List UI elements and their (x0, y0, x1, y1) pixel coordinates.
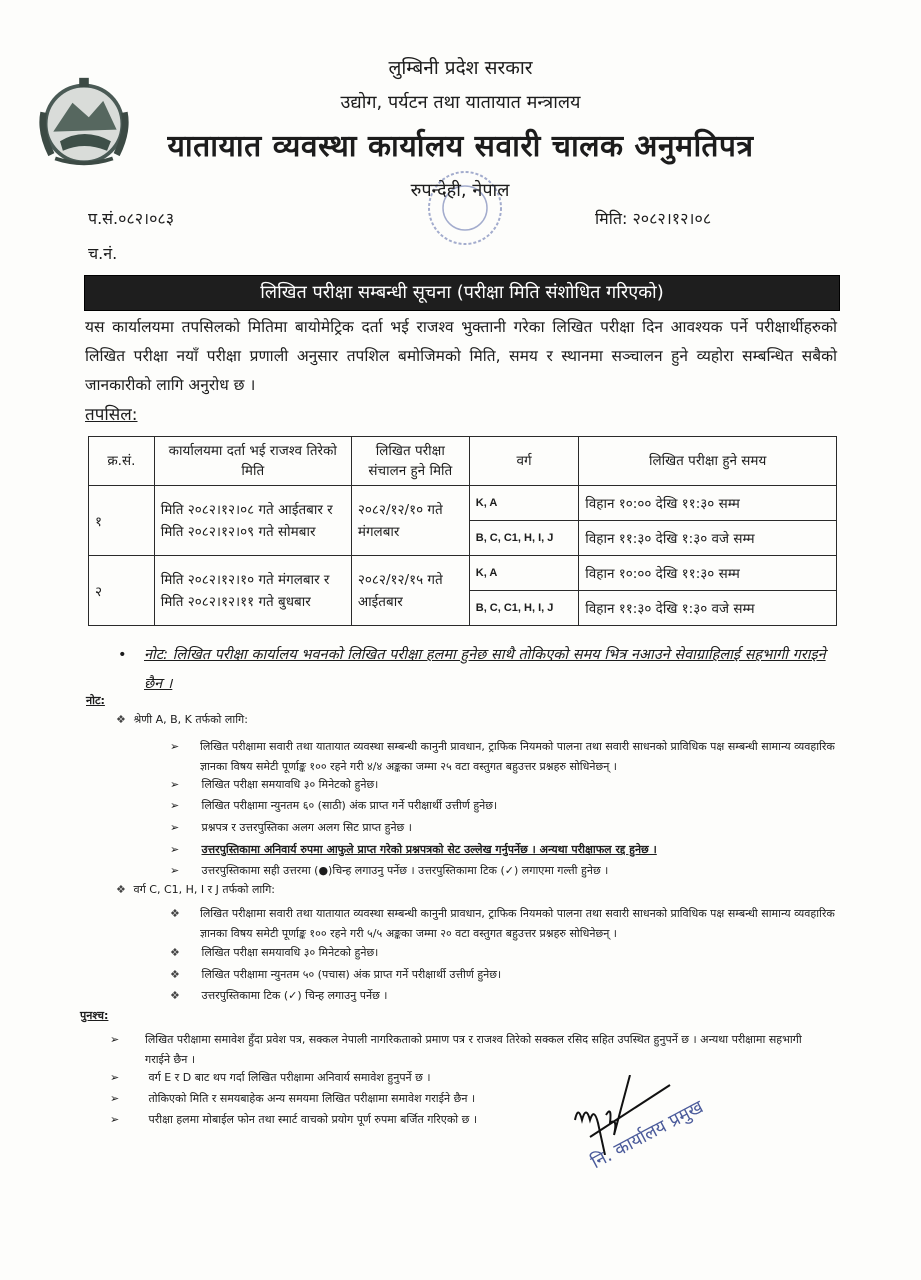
list-item-text: प्रश्नपत्र र उत्तरपुस्तिका अलग अलग सिट प्राप्त हुनेछ । (201, 821, 412, 834)
list-item (170, 737, 835, 777)
arrow-bullet-icon: ➢ (170, 799, 180, 812)
diamond-bullet-icon: ❖ (116, 883, 126, 896)
header-serial: क्र.सं. (89, 437, 155, 486)
list-item (170, 986, 387, 1006)
arrow-bullet-icon: ➢ (170, 740, 180, 753)
postscript-label: पुनश्च: (80, 1009, 109, 1022)
list-item-text: उत्तरपुस्तिकामा सही उत्तरमा (●)चिन्ह लगाउनु पर्नेछ । उत्तरपुस्तिकामा टिक (✓) लगाएमा गल्ती हुनेछ । (201, 864, 609, 877)
office-location: रुपन्देही, नेपाल (410, 180, 510, 201)
signatory-title: नि. कार्यालय प्रमुख (587, 1096, 707, 1174)
section-title-text: वर्ग C, C1, H, I र J तर्फको लागि: (133, 883, 275, 896)
serial-cell: २ (89, 556, 155, 626)
list-item-text: लिखित परीक्षामा समावेश हुँदा प्रवेश पत्र, सक्कल नेपाली नागरिकताको प्रमाण पत्र र राजश्व तिरेको सक्कल रसिद सहित उपस्थित हुनुपर्ने छ । अन्यथा परीक्षामा सहभागी गराईने छैन । (145, 1033, 802, 1066)
registration-cell: मिति २०८२।१२।१० गते मंगलबार र मिति २०८२।१२।११ गते बुधबार (154, 556, 351, 626)
list-item (170, 943, 378, 963)
list-item (110, 1030, 830, 1070)
bullet-icon: • (118, 647, 127, 663)
exam-date-cell: २०८२/१२/१० गते मंगलबार (351, 486, 469, 556)
list-item (170, 904, 835, 944)
table-row (89, 486, 837, 521)
hall-note-text: नोट: लिखित परीक्षा कार्यालय भवनको लिखित परीक्षा हलमा हुनेछ साथै तोकिएको समय भित्र नआउने सेवाग्राहिलाई सहभागी गराइने छैन । (144, 647, 826, 692)
list-item-text: तोकिएको मिति र समयबाहेक अन्य समयमा लिखित परीक्षामा समावेश गराईने छैन । (148, 1092, 476, 1105)
arrow-bullet-icon: ➢ (170, 843, 180, 856)
list-item-text: परीक्षा हलमा मोबाईल फोन तथा स्मार्ट वाचको प्रयोग पूर्ण रुपमा बर्जित गरिएको छ । (148, 1113, 478, 1126)
office-stamp-icon (400, 160, 530, 250)
list-item (110, 1068, 431, 1088)
list-item-text: लिखित परीक्षा समयावधि ३० मिनेटको हुनेछ। (201, 778, 379, 791)
arrow-bullet-icon: ➢ (170, 821, 180, 834)
header-category: वर्ग (469, 437, 579, 486)
arrow-bullet-icon: ➢ (170, 778, 180, 791)
time-cell: विहान ११:३० देखि १:३० वजे सम्म (579, 591, 837, 626)
section-title-text: श्रेणी A, B, K तर्फको लागि: (133, 713, 248, 726)
arrow-bullet-icon: ➢ (170, 864, 180, 877)
diamond-bullet-icon: ❖ (116, 713, 126, 726)
list-item-text: लिखित परीक्षा समयावधि ३० मिनेटको हुनेछ। (201, 946, 379, 959)
header-exam-time: लिखित परीक्षा हुने समय (579, 437, 837, 486)
list-item-text: लिखित परीक्षामा सवारी तथा यातायात व्यवस्था सम्बन्धी कानुनी प्रावधान, ट्राफिक नियमको पालना तथा सवारी साधनको प्राविधिक पक्ष सम्बन्धी सामान्य व्यवहारिक ज्ञानका विषय समेटी पूर्णाङ्क १०० रहने गरी ४/४ अङ्कका जम्मा २५ वटा वस्तुगत बहुउत्तर प्रश्नहरु सोधिनेछन् । (200, 740, 835, 773)
list-item (170, 796, 497, 816)
list-item (110, 1110, 477, 1130)
reference-number: प.सं.०८२।०८३ (88, 209, 175, 228)
table-row (89, 556, 837, 591)
diamond-bullet-icon: ❖ (170, 968, 180, 981)
category-cell: B, C, C1, H, I, J (469, 591, 579, 626)
arrow-bullet-icon: ➢ (110, 1033, 120, 1046)
arrow-bullet-icon: ➢ (110, 1113, 120, 1126)
time-cell: विहान ११:३० देखि १:३० वजे सम्म (579, 521, 837, 556)
list-item (170, 775, 378, 795)
arrow-bullet-icon: ➢ (110, 1071, 120, 1084)
hall-note (118, 641, 838, 699)
diamond-bullet-icon: ❖ (170, 989, 180, 1002)
office-name: यातायात व्यवस्था कार्यालय सवारी चालक अनुमतिपत्र (167, 129, 754, 164)
document-date: मिति: २०८२।१२।०८ (595, 209, 712, 228)
ministry-name: उद्योग, पर्यटन तथा यातायात मन्त्रालय (340, 92, 581, 113)
header-exam-date: लिखित परीक्षा संचालन हुने मिति (351, 437, 469, 486)
table-header-row (89, 437, 837, 486)
list-item (170, 965, 501, 985)
serial-cell: १ (89, 486, 155, 556)
time-cell: विहान १०:०० देखि ११:३० सम्म (579, 556, 837, 591)
diamond-bullet-icon: ❖ (170, 907, 180, 920)
notice-intro: यस कार्यालयमा तपसिलको मितिमा बायोमेट्रिक दर्ता भई राजश्व भुक्तानी गरेका लिखित परीक्षा दिन आवश्यक पर्ने परीक्षार्थीहरुको लिखित परीक्षा नयाँ परीक्षा प्रणाली अनुसार तपशिल बमोजिमको मिति, समय र स्थानमा सञ्चालन हुने व्यहोरा सम्बन्धित सबैको जानकारीको लागि अनुरोध छ । (85, 318, 837, 394)
section-c-title (116, 880, 275, 900)
exam-schedule-table (88, 436, 837, 626)
list-item-text: लिखित परीक्षामा सवारी तथा यातायात व्यवस्था सम्बन्धी कानुनी प्रावधान, ट्राफिक नियमको पालना तथा सवारी साधनको प्राविधिक पक्ष सम्बन्धी सामान्य व्यवहारिक ज्ञानका विषय समेटी पूर्णाङ्क १०० रहने गरी ५/५ अङ्कका जम्मा २० वटा वस्तुगत बहुउत्तर प्रश्नहरु सोधिनेछन् । (200, 907, 835, 940)
arrow-bullet-icon: ➢ (110, 1092, 120, 1105)
time-cell: विहान १०:०० देखि ११:३० सम्म (579, 486, 837, 521)
notice-title: लिखित परीक्षा सम्बन्धी सूचना (परीक्षा मिति संशोधित गरिएको) (84, 275, 840, 311)
category-cell: K, A (469, 486, 579, 521)
list-item (170, 818, 412, 838)
dispatch-number: च.नं. (88, 244, 118, 263)
list-item-text: उत्तरपुस्तिकामा टिक (✓) चिन्ह लगाउनु पर्नेछ । (201, 989, 388, 1002)
exam-date-cell: २०८२/१२/१५ गते आईतबार (351, 556, 469, 626)
list-item (110, 1089, 475, 1109)
list-item-text: लिखित परीक्षामा न्युनतम ५० (पचास) अंक प्राप्त गर्ने परीक्षार्थी उत्तीर्ण हुनेछ। (201, 968, 502, 981)
header-registration-date: कार्यालयमा दर्ता भई राजश्व तिरेको मिति (154, 437, 351, 486)
list-item-text: वर्ग E र D बाट थप गर्दा लिखित परीक्षामा अनिवार्य समावेश हुनुपर्ने छ । (148, 1071, 431, 1084)
list-item-text: उत्तरपुस्तिकामा अनिवार्य रुपमा आफुले प्राप्त गरेको प्रश्नपत्रको सेट उल्लेख गर्नुपर्नेछ । अन्यथा परीक्षाफल रद्द हुनेछ । (201, 843, 657, 856)
registration-cell: मिति २०८२।१२।०८ गते आईतबार र मिति २०८२।१२।०९ गते सोमबार (154, 486, 351, 556)
list-item-text: लिखित परीक्षामा न्युनतम ६० (साठी) अंक प्राप्त गर्ने परीक्षार्थी उत्तीर्ण हुनेछ। (201, 799, 498, 812)
details-label: तपसिल: (85, 405, 138, 425)
government-name: लुम्बिनी प्रदेश सरकार (388, 57, 533, 79)
diamond-bullet-icon: ❖ (170, 946, 180, 959)
list-item (170, 840, 657, 860)
category-cell: K, A (469, 556, 579, 591)
notes-label: नोट: (86, 694, 105, 707)
list-item (170, 861, 608, 881)
category-cell: B, C, C1, H, I, J (469, 521, 579, 556)
section-abk-title (116, 710, 248, 730)
